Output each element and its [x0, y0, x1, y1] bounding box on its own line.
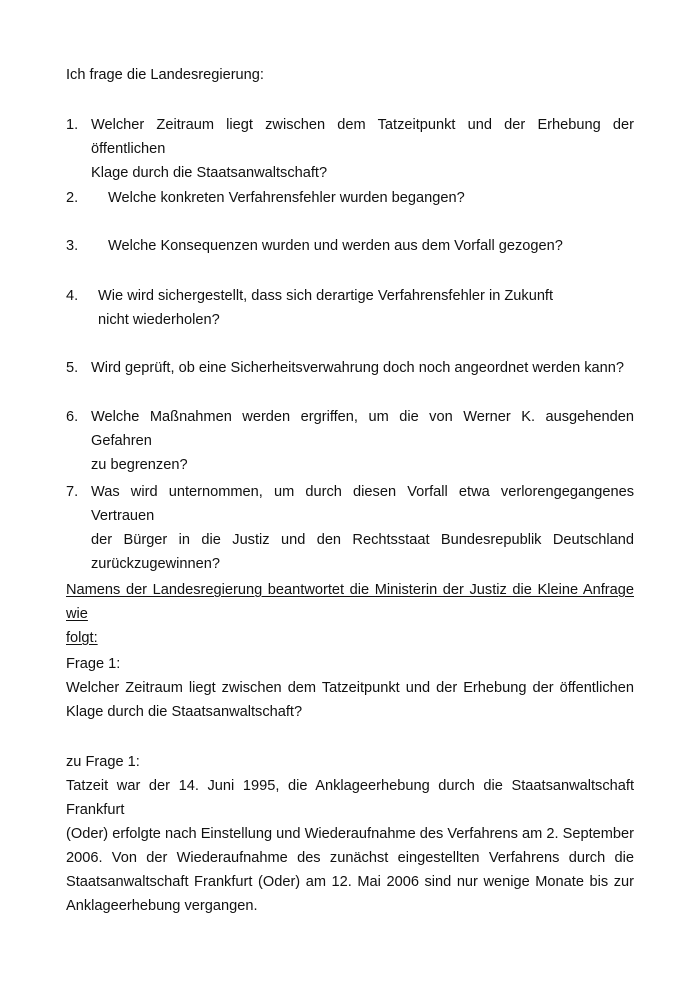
- question-text-line: Welche konkreten Verfahrensfehler wurden begangen?: [108, 190, 465, 206]
- question-number: 1.: [66, 117, 79, 133]
- intro-text: Ich frage die Landesregierung:: [66, 67, 264, 83]
- answer-heading-line: Namens der Landesregierung beantwortet die Ministerin der Justiz die Kleine Anfrage wie: [66, 582, 634, 622]
- question-number: 3.: [66, 238, 79, 254]
- question-text-line: Welche Maßnahmen werden ergriffen, um die von Werner K. ausgehenden Gefahren: [91, 409, 634, 449]
- question-5: [66, 356, 634, 380]
- answer-heading-line: folgt:: [66, 630, 98, 646]
- question-7: [66, 480, 634, 576]
- question-number: 6.: [66, 409, 79, 425]
- question-6: [66, 405, 634, 477]
- question-number: 7.: [66, 484, 79, 500]
- frage-1-text-line: Klage durch die Staatsanwaltschaft?: [66, 704, 303, 720]
- question-text-line: nicht wiederholen?: [98, 312, 220, 328]
- question-4: [66, 284, 634, 332]
- antwort-1-text-line: Tatzeit war der 14. Juni 1995, die Anklageerhebung durch die Staatsanwaltschaft Frankfurt: [66, 778, 634, 818]
- question-text-line: Wie wird sichergestellt, dass sich derartige Verfahrensfehler in Zukunft: [98, 288, 554, 304]
- question-text-line: zurückzugewinnen?: [91, 556, 220, 572]
- question-number: 5.: [66, 360, 79, 376]
- question-2: [66, 186, 634, 210]
- question-number: 2.: [66, 190, 79, 206]
- question-number: 4.: [66, 288, 79, 304]
- antwort-1-block: [66, 750, 634, 918]
- antwort-1-text-line: Staatsanwaltschaft Frankfurt (Oder) am 12. Mai 2006 sind nur wenige Monate bis zur: [66, 874, 634, 890]
- antwort-1-text-line: 2006. Von der Wiederaufnahme des zunächst eingestellten Verfahrens durch die: [66, 850, 634, 866]
- question-text-line: Was wird unternommen, um durch diesen Vorfall etwa verlorengegangenes Vertrauen: [91, 484, 634, 524]
- question-text-line: Welcher Zeitraum liegt zwischen dem Tatzeitpunkt und der Erhebung der öffentlichen: [91, 117, 634, 157]
- frage-1-block: [66, 652, 634, 724]
- antwort-1-text-line: Anklageerhebung vergangen.: [66, 898, 258, 914]
- question-3: [66, 234, 634, 258]
- question-1: [66, 113, 634, 185]
- question-text-line: Welche Konsequenzen wurden und werden aus dem Vorfall gezogen?: [108, 238, 563, 254]
- answer-heading: [66, 578, 634, 650]
- frage-1-text-line: Welcher Zeitraum liegt zwischen dem Tatzeitpunkt und der Erhebung der öffentlichen: [66, 680, 634, 696]
- question-text-line: der Bürger in die Justiz und den Rechtsstaat Bundesrepublik Deutschland: [91, 532, 634, 548]
- question-text-line: zu begrenzen?: [91, 457, 188, 473]
- antwort-1-label: zu Frage 1:: [66, 754, 140, 770]
- question-text-line: Klage durch die Staatsanwaltschaft?: [91, 165, 328, 181]
- antwort-1-text-line: (Oder) erfolgte nach Einstellung und Wiederaufnahme des Verfahrens am 2. September: [66, 826, 634, 842]
- frage-1-label: Frage 1:: [66, 656, 121, 672]
- question-text-line: Wird geprüft, ob eine Sicherheitsverwahrung doch noch angeordnet werden kann?: [91, 360, 625, 376]
